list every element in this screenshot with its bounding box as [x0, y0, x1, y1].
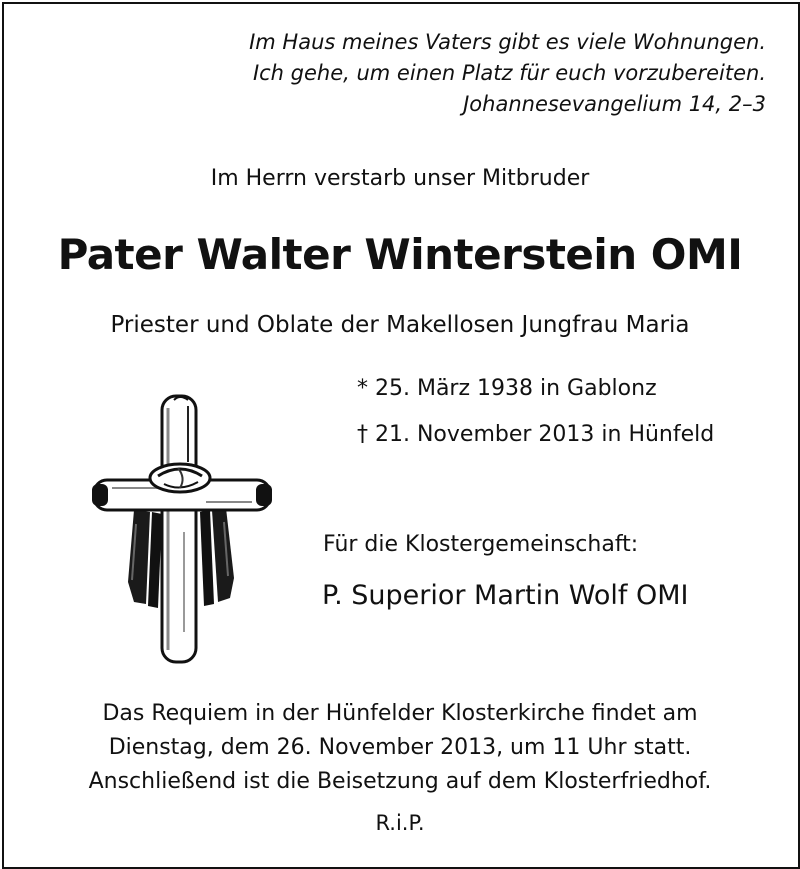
requiem-line-2: Dienstag, dem 26. November 2013, um 11 Uhr statt.	[108, 735, 692, 760]
verse-line-2: Ich gehe, um einen Platz für euch vorzubereiten.	[252, 61, 766, 85]
cross-icon	[88, 392, 274, 666]
cross-center-knot	[150, 464, 210, 492]
requiem-line-3: Anschließend ist die Beisetzung auf dem Klosterfriedhof.	[88, 769, 712, 794]
intro-text: Im Herrn verstarb unser Mitbruder	[210, 166, 590, 191]
birth-date: * 25. März 1938 in Gablonz	[357, 376, 657, 401]
requiem-info	[0, 697, 800, 799]
death-date: † 21. November 2013 in Hünfeld	[357, 422, 715, 447]
closing-rip: R.i.P.	[375, 811, 425, 835]
life-dates	[357, 366, 714, 458]
signature-label: Für die Klostergemeinschaft:	[323, 532, 639, 557]
verse-line-1: Im Haus meines Vaters gibt es viele Wohnungen.	[249, 30, 766, 54]
requiem-line-1: Das Requiem in der Hünfelder Klosterkirche findet am	[102, 701, 698, 726]
deceased-name: Pater Walter Winterstein OMI	[57, 230, 743, 279]
cross-vertical-beam	[162, 396, 196, 662]
verse-reference: Johannesevangelium 14, 2–3	[463, 92, 766, 116]
signature-person: P. Superior Martin Wolf OMI	[322, 580, 689, 611]
order-subtitle: Priester und Oblate der Makellosen Jungfrau Maria	[110, 312, 690, 338]
bible-verse	[249, 27, 766, 120]
